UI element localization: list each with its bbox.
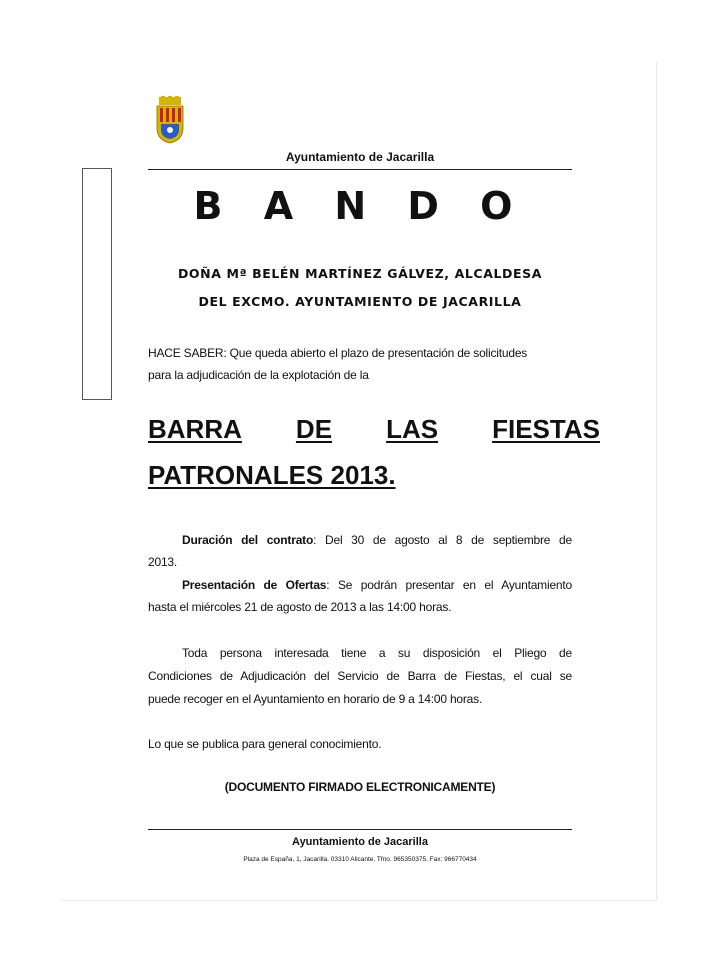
pliego-line-3: puede recoger en el Ayuntamiento en horario de 9 a 14:00 horas.	[148, 692, 483, 706]
pliego-line-1: Toda persona interesada tiene a su disposición el Pliego de	[182, 646, 572, 660]
signature-note: (DOCUMENTO FIRMADO ELECTRONICAMENTE)	[224, 780, 496, 794]
headline-word: FIESTAS	[492, 414, 600, 444]
duration-line-1	[148, 529, 572, 551]
intro-line-1: HACE SABER: Que queda abierto el plazo de presentación de solicitudes	[148, 346, 528, 360]
header-divider	[148, 169, 572, 170]
footer-organization: Ayuntamiento de Jacarilla	[292, 836, 428, 848]
duration-text: : Del 30 de agosto al 8 de septiembre de	[313, 533, 572, 547]
duration-label: Duración del contrato	[182, 533, 314, 547]
offers-text: : Se podrán presentar en el Ayuntamiento	[326, 578, 572, 592]
headline-word: DE	[295, 414, 333, 444]
headline-line-2: PATRONALES 2013.	[148, 460, 396, 490]
mayor-line-1: DOÑA Mª BELÉN MARTÍNEZ GÁLVEZ, ALCALDESA	[177, 266, 543, 281]
municipal-crest-icon	[153, 96, 187, 144]
duration-line-2: 2013.	[148, 555, 178, 569]
mayor-line-2: DEL EXCMO. AYUNTAMIENTO DE JACARILLA	[198, 294, 522, 309]
side-margin-box	[82, 168, 112, 400]
document-title: B A N D O	[193, 184, 527, 228]
headline-line-1	[148, 414, 600, 445]
offers-label: Presentación de Ofertas	[182, 578, 327, 592]
offers-line-1	[148, 574, 572, 596]
offers-line-2: hasta el miércoles 21 de agosto de 2013 a las 14:00 horas.	[148, 600, 452, 614]
headline-word: BARRA	[148, 414, 242, 444]
intro-line-2: para la adjudicación de la explotación de la	[148, 368, 369, 382]
footer-address: Plaza de España, 1, Jacarilla. 03310 Alicante. Tfno. 965350375. Fax: 966770434	[243, 856, 477, 863]
footer-divider	[148, 829, 572, 830]
pliego-line-2: Condiciones de Adjudicación del Servicio de Barra de Fiestas, el cual se	[148, 669, 572, 683]
headline-word: LAS	[386, 414, 439, 444]
closing-text: Lo que se publica para general conocimiento.	[148, 737, 382, 751]
header-organization: Ayuntamiento de Jacarilla	[285, 150, 435, 164]
